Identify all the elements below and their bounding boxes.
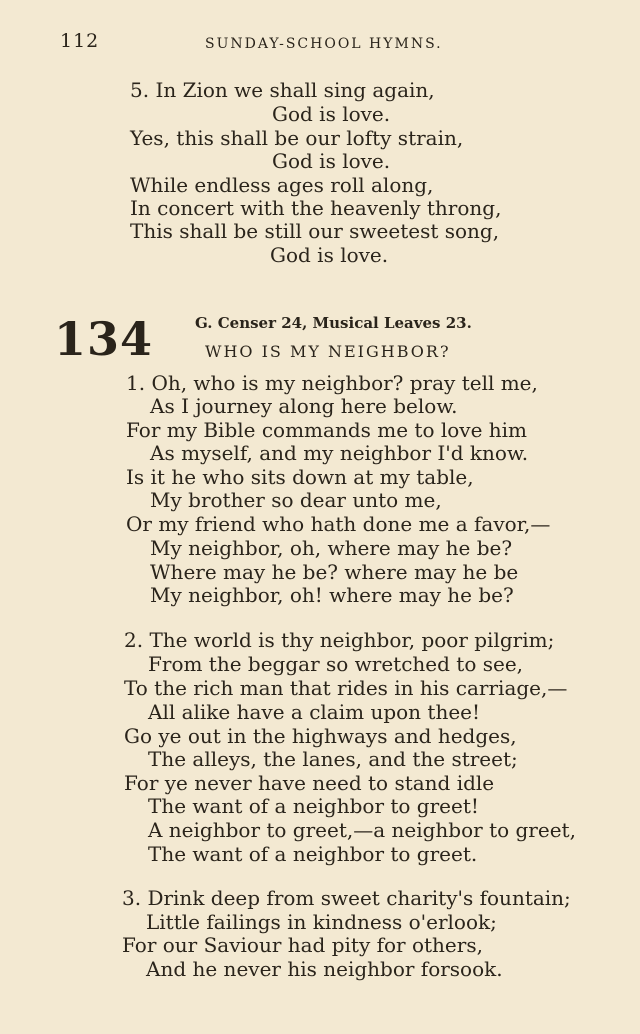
- stanza1-line: 1. Oh, who is my neighbor? pray tell me,: [126, 371, 538, 395]
- stanza2-line: All alike have a claim upon thee!: [148, 700, 481, 724]
- stanza3-line: And he never his neighbor forsook.: [146, 957, 503, 981]
- stanza2-line: The want of a neighbor to greet!: [148, 794, 479, 818]
- stanza1-line: As myself, and my neighbor I'd know.: [150, 441, 529, 465]
- hymn-title: WHO IS MY NEIGHBOR?: [205, 342, 451, 361]
- tune-reference: G. Censer 24, Musical Leaves 23.: [195, 314, 472, 332]
- stanza1-line: Or my friend who hath done me a favor,—: [126, 512, 551, 536]
- stanza1-line: Where may he be? where may he be: [150, 560, 519, 584]
- stanza1-line: My neighbor, oh! where may he be?: [150, 583, 514, 607]
- stanza1-line: As I journey along here below.: [150, 394, 458, 418]
- stanza5-line: Yes, this shall be our lofty strain,: [130, 126, 464, 150]
- stanza2-line: The want of a neighbor to greet.: [148, 842, 478, 866]
- stanza1-line: Is it he who sits down at my table,: [126, 465, 474, 489]
- stanza5-line: 5. In Zion we shall sing again,: [130, 78, 435, 102]
- stanza2-line: The alleys, the lanes, and the street;: [148, 747, 518, 771]
- stanza2-line: From the beggar so wretched to see,: [148, 652, 524, 676]
- stanza5-line: God is love.: [270, 243, 389, 267]
- stanza1-line: For my Bible commands me to love him: [126, 418, 528, 442]
- stanza5-line: This shall be still our sweetest song,: [130, 219, 500, 243]
- stanza2-line: 2. The world is thy neighbor, poor pilgrim;: [124, 628, 555, 652]
- stanza1-line: My brother so dear unto me,: [150, 488, 442, 512]
- stanza2-line: Go ye out in the highways and hedges,: [124, 724, 517, 748]
- stanza2-line: For ye never have need to stand idle: [124, 771, 495, 795]
- stanza3-line: 3. Drink deep from sweet charity's fountain;: [122, 886, 571, 910]
- stanza3-line: For our Saviour had pity for others,: [122, 933, 483, 957]
- page-number: 112: [60, 30, 100, 52]
- stanza2-line: A neighbor to greet,—a neighbor to greet,: [148, 818, 576, 842]
- stanza5-line: In concert with the heavenly throng,: [130, 196, 502, 220]
- running-title: SUNDAY-SCHOOL HYMNS.: [205, 36, 443, 52]
- stanza1-line: My neighbor, oh, where may he be?: [150, 536, 513, 560]
- hymn-number: 134: [54, 312, 154, 366]
- stanza5-line: God is love.: [272, 102, 391, 126]
- stanza5-line: While endless ages roll along,: [130, 173, 434, 197]
- stanza3-line: Little failings in kindness o'erlook;: [146, 910, 497, 934]
- stanza2-line: To the rich man that rides in his carriage,—: [124, 676, 568, 700]
- stanza5-line: God is love.: [272, 149, 391, 173]
